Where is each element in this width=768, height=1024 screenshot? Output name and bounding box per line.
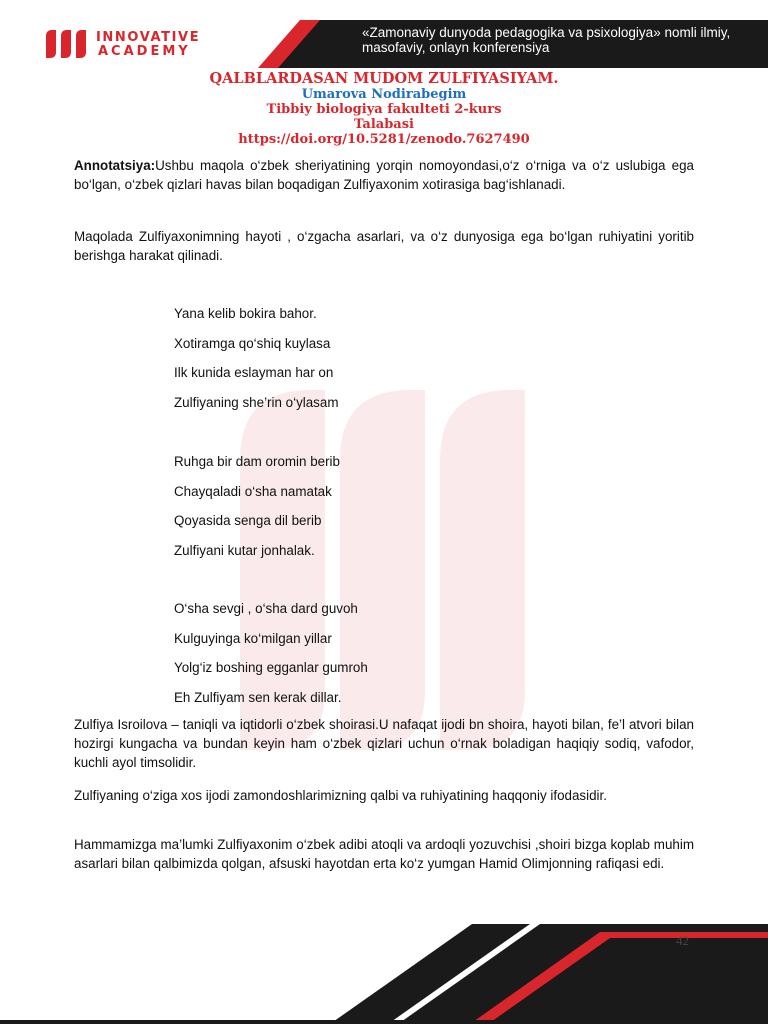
article-title: QALBLARDASAN MUDOM ZULFIYASIYAM. xyxy=(209,70,559,87)
poem-line: Yolg‘iz boshing egganlar gumroh xyxy=(174,660,368,675)
poem-line: Kulguyinga ko‘milgan yillar xyxy=(174,630,332,646)
poem-line: Qoyasida senga dil berib xyxy=(174,513,322,528)
page-header xyxy=(0,0,768,68)
poem-line: Yana kelib bokira bahor. xyxy=(174,306,317,321)
logo-line-2: ACADEMY xyxy=(98,44,191,59)
author-role: Talabasi xyxy=(354,117,414,132)
poem-line: Eh Zulfiyam sen kerak dillar. xyxy=(174,689,342,705)
body-paragraph-3: Hammamizga ma’lumki Zulfiyaxonim o‘zbek adibi atoqli va ardoqli yozuvchisi ,shoiri bizga koplab muhim asarlari bilan qalbimizda qolgan, afsuski hayotdan erta ko‘z yumgan Hamid Olimjonning rafiqasi edi. xyxy=(74,837,694,871)
poem-line: O‘sha sevgi , o‘sha dard guvoh xyxy=(174,601,358,616)
abstract-paragraph xyxy=(74,156,694,194)
abstract-text: Ushbu maqola o‘zbek sheriyatining yorqin nomoyondasi,o‘z o‘rniga va o‘z uslubiga ega bo‘lgan, o‘zbek qizlari havas bilan boqadigan Zulfiyaxonim xotirasiga bag‘ishlanadi. xyxy=(74,158,694,192)
intro-paragraph: Maqolada Zulfiyaxonimning hayoti , o‘zgacha asarlari, va o‘z dunyosiga ega bo‘lgan ruhiyatini yoritib berishga harakat qilinadi. xyxy=(74,229,694,263)
poem-line: Zulfiyaning she’rin o‘ylasam xyxy=(174,394,339,410)
innovative-academy-logo xyxy=(44,28,214,60)
author-faculty: Tibbiy biologiya fakulteti 2-kurs xyxy=(266,102,502,117)
footer-banner-graphic xyxy=(0,910,768,1024)
poem-line: Ruhga bir dam oromin berib xyxy=(174,454,340,469)
abstract-label: Annotatsiya: xyxy=(74,158,156,173)
poem-stanza-3 xyxy=(174,599,494,717)
poem-line: Chayqaladi o‘sha namatak xyxy=(174,483,332,499)
article-author: Umarova Nodirabegim xyxy=(301,87,467,102)
page-number: 42 xyxy=(676,933,689,948)
logo-line-1: INNOVATIVE xyxy=(96,30,201,45)
body-paragraph-2: Zulfiyaning o‘ziga xos ijodi zamondoshlarimizning qalbi va ruhiyatining haqqoniy ifodasidir. xyxy=(74,788,607,803)
logo-mark-icon xyxy=(44,28,92,60)
conference-title: «Zamonaviy dunyoda pedagogika va psixologiya» nomli ilmiy, masofaviy, onlayn konferensiya xyxy=(362,25,731,55)
doi-link[interactable]: https://doi.org/10.5281/zenodo.7627490 xyxy=(238,132,530,147)
logo-text xyxy=(96,31,200,59)
body-paragraph-1: Zulfiya Isroilova – taniqli va iqtidorli o‘zbek shoirasi.U nafaqat ijodi bn shoira, hayoti bilan, fe’l atvori bilan hozirgi kungacha va bundan keyin ham o‘zbek qizlari uchun o‘rnak boladigan haqiqiy sodiq, vafodor, kuchli ayol timsolidir. xyxy=(74,717,694,770)
poem-line: Ilk kunida eslayman har on xyxy=(174,365,334,380)
poem-line: Xotiramga qo‘shiq kuylasa xyxy=(174,335,331,351)
poem-stanza-2 xyxy=(174,452,494,570)
article-title-block xyxy=(0,70,768,147)
poem-line: Zulfiyani kutar jonhalak. xyxy=(174,542,315,558)
poem-stanza-1 xyxy=(174,304,494,422)
